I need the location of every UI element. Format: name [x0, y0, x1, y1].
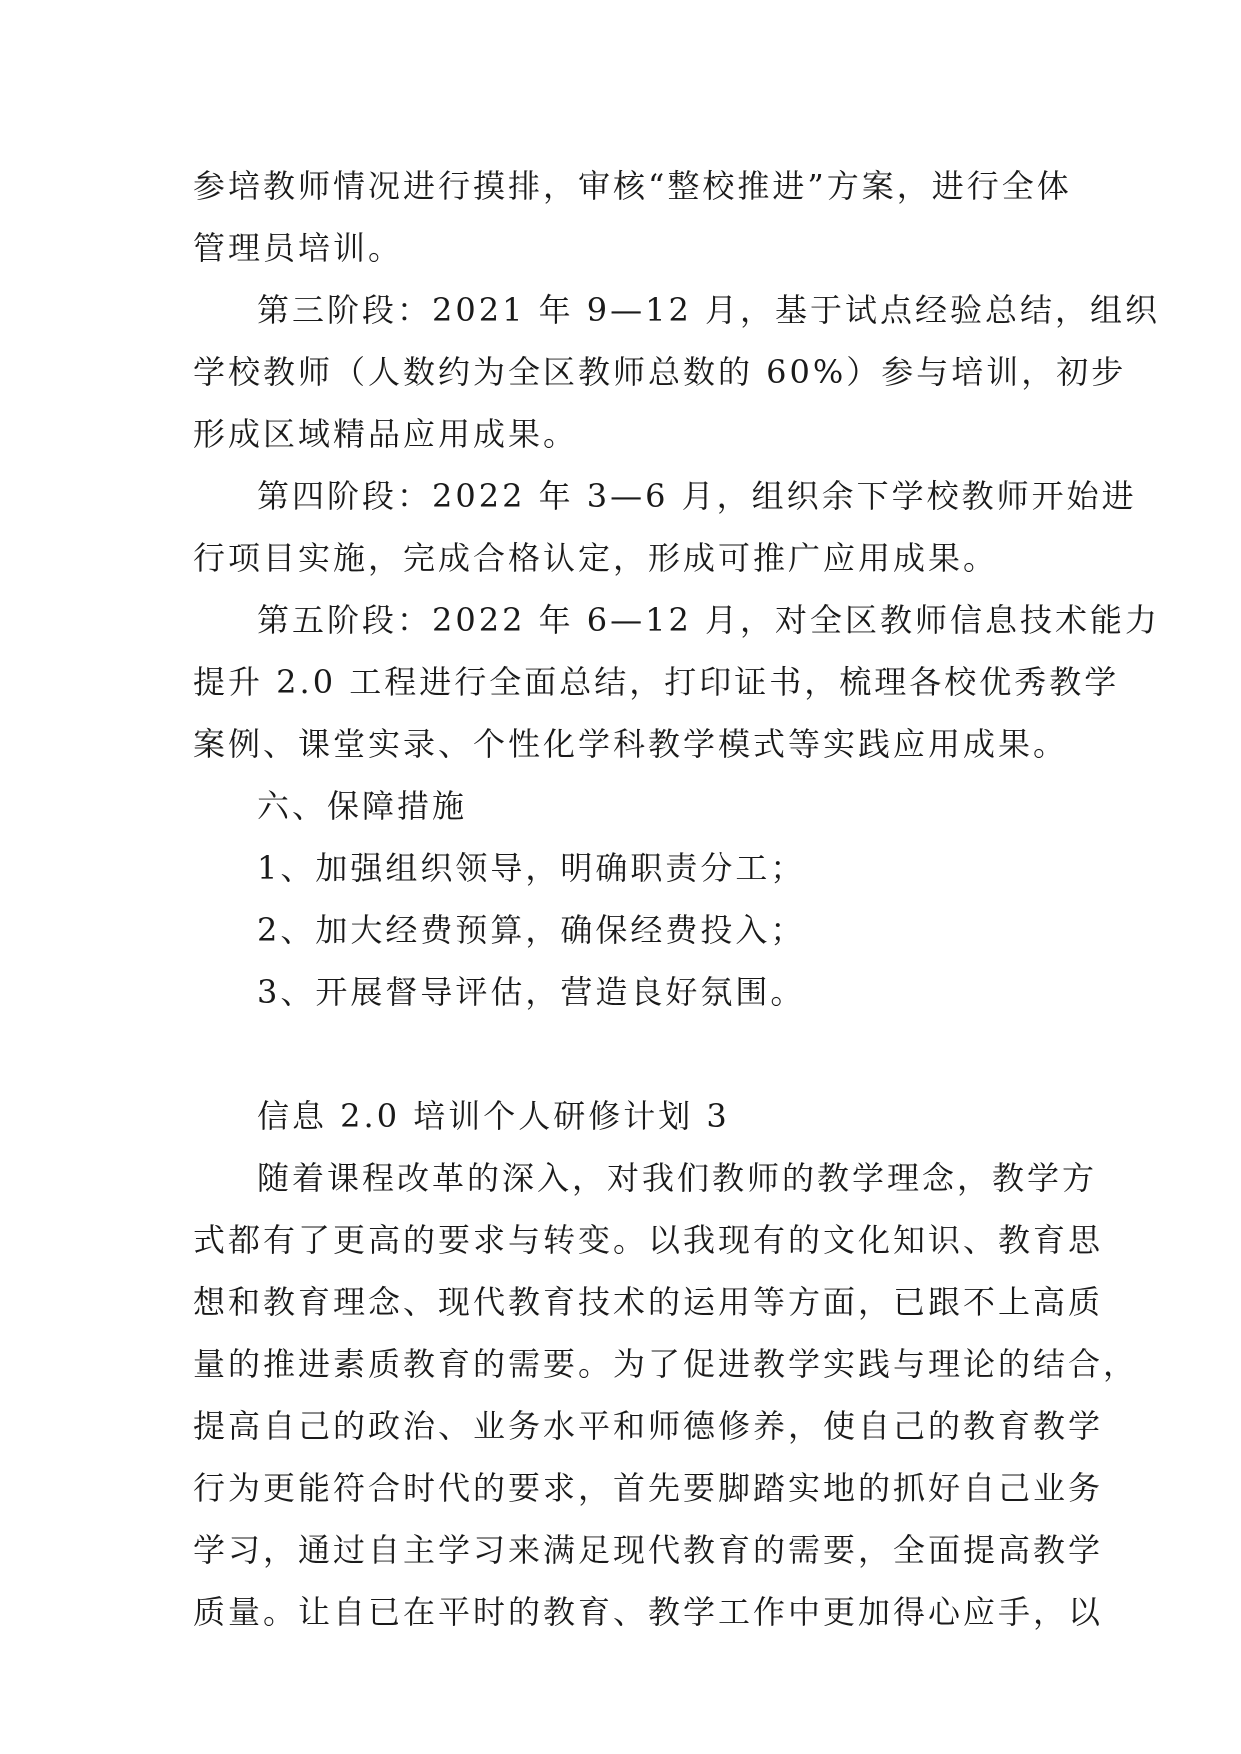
stage-five-line: 第五阶段：2022 年 6—12 月，对全区教师信息技术能力: [257, 601, 1161, 639]
body-line: 式都有了更高的要求与转变。以我现有的文化知识、教育思: [193, 1221, 1104, 1259]
body-line: 想和教育理念、现代教育技术的运用等方面，已跟不上高质: [193, 1283, 1104, 1321]
body-line: 提高自己的政治、业务水平和师德修养，使自己的教育教学: [193, 1407, 1104, 1445]
body-line: 参培教师情况进行摸排，审核“整校推进”方案，进行全体: [193, 167, 1072, 205]
stage-four-line: 第四阶段：2022 年 3—6 月，组织余下学校教师开始进: [257, 477, 1137, 515]
body-line: 随着课程改革的深入，对我们教师的教学理念，教学方: [257, 1159, 1098, 1197]
body-line: 行项目实施，完成合格认定，形成可推广应用成果。: [193, 539, 999, 577]
body-line: 案例、课堂实录、个性化学科教学模式等实践应用成果。: [193, 725, 1069, 763]
body-line: 学习，通过自主学习来满足现代教育的需要，全面提高教学: [193, 1531, 1104, 1569]
body-line: 提升 2.0 工程进行全面总结，打印证书，梳理各校优秀教学: [193, 663, 1120, 701]
paragraph-gap: [193, 1023, 1053, 1085]
body-line: 量的推进素质教育的需要。为了促进教学实践与理论的结合，: [193, 1345, 1139, 1383]
list-item: 2、加大经费预算，确保经费投入；: [257, 911, 806, 949]
body-line: 管理员培训。: [193, 229, 404, 267]
document-body: [193, 155, 1161, 1643]
list-item: 3、开展督导评估，营造良好氛围。: [257, 973, 806, 1011]
body-line: 行为更能符合时代的要求，首先要脚踏实地的抓好自己业务: [193, 1469, 1104, 1507]
body-line: 质量。让自已在平时的教育、教学工作中更加得心应手，以: [193, 1593, 1104, 1631]
body-line: 形成区域精品应用成果。: [193, 415, 579, 453]
body-line: 学校教师（人数约为全区教师总数的 60%）参与培训，初步: [193, 353, 1127, 391]
section-heading: 六、保障措施: [257, 787, 468, 825]
stage-three-line: 第三阶段：2021 年 9—12 月，基于试点经验总结，组织: [257, 291, 1161, 329]
list-item: 1、加强组织领导，明确职责分工；: [257, 849, 806, 887]
document-title: 信息 2.0 培训个人研修计划 3: [257, 1097, 730, 1135]
